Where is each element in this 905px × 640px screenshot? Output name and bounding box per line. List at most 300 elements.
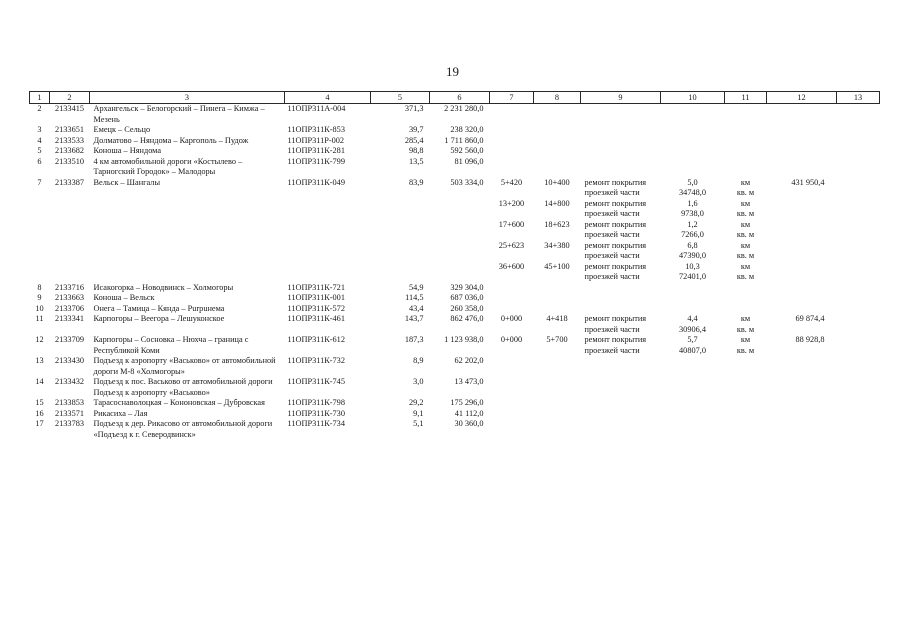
road-cost: 1 123 938,0 (444, 335, 484, 344)
empty-cell (767, 293, 837, 304)
table-row (30, 283, 880, 294)
table-row (30, 377, 880, 398)
empty-cell (30, 241, 50, 262)
empty-cell (661, 146, 725, 157)
row-number: 11 (35, 314, 44, 323)
work-unit-primary: км (740, 177, 751, 187)
road-length: 9,1 (413, 408, 424, 418)
empty-cell (767, 398, 837, 409)
empty-cell (767, 199, 837, 220)
empty-cell (767, 146, 837, 157)
empty-cell (30, 262, 50, 283)
table-row (30, 304, 880, 315)
table-row (30, 146, 880, 157)
empty-cell (725, 409, 767, 420)
road-id: 11ОПР311А-004 (287, 104, 346, 113)
empty-cell (767, 136, 837, 147)
segment-end: 45+100 (544, 261, 570, 271)
empty-cell (837, 125, 880, 136)
empty-cell (837, 304, 880, 315)
segment-row (30, 262, 880, 283)
empty-cell (661, 409, 725, 420)
empty-cell (661, 304, 725, 315)
road-name: Подъезд к аэропорту «Васьково» от автомобильной дороги М-8 «Холмогоры» (93, 356, 276, 376)
work-cost: 69 874,4 (795, 314, 825, 323)
road-id: 11ОПР311К-612 (287, 335, 345, 344)
road-id: 11ОПР311К-730 (287, 408, 345, 418)
empty-cell (581, 419, 661, 440)
work-unit-secondary: кв. м (736, 324, 755, 334)
empty-cell (430, 241, 490, 262)
work-unit-primary: км (740, 219, 751, 229)
segment-start: 0+000 (500, 335, 523, 344)
row-number: 4 (37, 135, 42, 145)
road-code: 2133387 (54, 177, 85, 187)
work-volume (661, 178, 725, 199)
empty-cell (581, 146, 661, 157)
empty-cell (490, 377, 534, 398)
empty-cell (837, 146, 880, 157)
empty-cell (285, 262, 371, 283)
road-name: Долматово – Няндома – Каргополь – Пудож (93, 135, 249, 145)
empty-cell (490, 125, 534, 136)
road-code: 2133709 (54, 335, 85, 344)
empty-cell (725, 356, 767, 377)
work-volume-secondary: 72401,0 (679, 272, 706, 281)
table-row (30, 398, 880, 409)
row-number: 16 (35, 408, 44, 418)
empty-cell (534, 377, 581, 398)
empty-cell (581, 356, 661, 377)
empty-cell (767, 157, 837, 178)
empty-cell (725, 136, 767, 147)
table-row (30, 157, 880, 178)
empty-cell (430, 220, 490, 241)
empty-cell (534, 398, 581, 409)
work-unit-primary: км (740, 261, 751, 271)
road-code: 2133341 (54, 314, 85, 323)
empty-cell (371, 241, 430, 262)
empty-cell (661, 419, 725, 440)
road-code: 2133716 (54, 282, 85, 292)
row-number: 7 (37, 177, 42, 187)
work-volume-primary: 10,3 (685, 261, 700, 271)
empty-cell (837, 220, 880, 241)
road-cost: 238 320,0 (450, 125, 484, 134)
row-number: 6 (37, 156, 42, 166)
empty-cell (90, 262, 285, 283)
road-id: 11ОПР311Р-002 (287, 135, 345, 145)
header-cell-2: 2 (50, 92, 90, 104)
empty-cell (534, 125, 581, 136)
segment-end: 18+623 (544, 219, 570, 229)
segment-end: 4+418 (546, 314, 568, 323)
road-code: 2133430 (54, 356, 85, 365)
work-unit (725, 178, 767, 199)
road-name: Исакогорка – Новодвинск – Холмогоры (93, 282, 234, 292)
empty-cell (534, 104, 581, 126)
road-id: 11ОПР311К-572 (287, 303, 345, 313)
empty-cell (90, 220, 285, 241)
empty-cell (725, 398, 767, 409)
empty-cell (490, 157, 534, 178)
empty-cell (490, 104, 534, 126)
work-unit-primary: км (740, 198, 751, 208)
road-cost: 260 358,0 (450, 303, 484, 313)
empty-cell (837, 283, 880, 294)
table-row (30, 314, 880, 335)
work-unit (725, 314, 767, 335)
work-unit (725, 220, 767, 241)
road-length: 8,9 (413, 356, 424, 365)
empty-cell (30, 199, 50, 220)
table-row (30, 356, 880, 377)
work-volume-secondary: 34748,0 (679, 188, 706, 197)
road-cost: 81 096,0 (454, 156, 484, 166)
work-type: ремонт покрытия проезжей части (584, 198, 647, 218)
header-cell-4: 4 (285, 92, 371, 104)
empty-cell (661, 283, 725, 294)
empty-cell (371, 220, 430, 241)
empty-cell (534, 293, 581, 304)
empty-cell (767, 356, 837, 377)
empty-cell (837, 136, 880, 147)
row-number: 13 (35, 356, 44, 365)
segment-row (30, 220, 880, 241)
road-length: 98,8 (408, 146, 424, 155)
empty-cell (285, 241, 371, 262)
segment-end: 34+380 (544, 240, 570, 250)
empty-cell (430, 199, 490, 220)
empty-cell (661, 398, 725, 409)
road-name: Коноша – Вельск (93, 293, 155, 302)
empty-cell (534, 136, 581, 147)
empty-cell (767, 304, 837, 315)
segment-row (30, 241, 880, 262)
empty-cell (50, 241, 90, 262)
road-name: Емецк – Сельцо (93, 125, 151, 134)
empty-cell (490, 409, 534, 420)
road-length: 114,5 (405, 293, 424, 302)
empty-cell (581, 398, 661, 409)
road-cost: 503 334,0 (450, 177, 484, 187)
work-unit (725, 335, 767, 356)
work-unit-secondary: кв. м (736, 272, 755, 281)
road-name: Коноша – Няндома (93, 146, 162, 155)
empty-cell (837, 335, 880, 356)
empty-cell (725, 125, 767, 136)
road-cost: 13 473,0 (454, 377, 484, 386)
work-unit (725, 241, 767, 262)
empty-cell (725, 283, 767, 294)
work-volume-secondary: 30906,4 (679, 324, 706, 334)
work-unit (725, 262, 767, 283)
road-name: Тарасоснаволоцкая – Кононовская – Дубровская (93, 398, 265, 407)
empty-cell (661, 104, 725, 126)
empty-cell (661, 356, 725, 377)
empty-cell (837, 262, 880, 283)
road-id: 11ОПР311К-049 (287, 177, 345, 187)
work-unit-primary: км (740, 314, 751, 323)
empty-cell (767, 241, 837, 262)
empty-cell (581, 125, 661, 136)
empty-cell (490, 419, 534, 440)
work-unit-secondary: кв. м (736, 209, 755, 218)
road-code: 2133432 (54, 377, 85, 386)
table-row (30, 419, 880, 440)
table-row (30, 178, 880, 199)
work-cost: 431 950,4 (791, 177, 825, 187)
road-length: 285,4 (404, 135, 424, 145)
empty-cell (534, 283, 581, 294)
header-cell-12: 12 (767, 92, 837, 104)
empty-cell (581, 136, 661, 147)
road-name: 4 км автомобильной дороги «Костылево – Тарногский Городок» – Малодоры (93, 156, 243, 176)
empty-cell (50, 220, 90, 241)
empty-cell (371, 262, 430, 283)
work-unit-primary: км (740, 240, 751, 250)
road-length: 83,9 (408, 177, 424, 187)
table-row (30, 136, 880, 147)
road-id: 11ОПР311К-461 (287, 314, 345, 323)
work-volume (661, 335, 725, 356)
road-id: 11ОПР311К-798 (287, 398, 345, 407)
empty-cell (490, 146, 534, 157)
road-name: Подъезд к дер. Рикасово от автомобильной дороги «Подъезд к г. Северодвинск» (93, 419, 273, 439)
segment-start: 0+000 (500, 314, 523, 323)
empty-cell (30, 220, 50, 241)
road-cost: 2 231 280,0 (444, 104, 484, 113)
row-number: 2 (37, 104, 42, 113)
work-volume-secondary: 9738,0 (681, 209, 704, 218)
road-id: 11ОПР311К-732 (287, 356, 345, 365)
empty-cell (837, 398, 880, 409)
road-name: Карпогоры – Веегора – Лешуконское (93, 314, 225, 323)
empty-cell (837, 356, 880, 377)
work-unit-secondary: кв. м (736, 230, 755, 239)
road-length: 371,3 (404, 104, 424, 113)
page-number: 19 (446, 64, 459, 79)
road-name: Архангельск – Белогорский – Пинега – Кимжа – Мезень (93, 104, 265, 124)
empty-cell (837, 419, 880, 440)
segment-end: 14+800 (544, 198, 570, 208)
row-number: 8 (37, 282, 42, 292)
work-unit-secondary: кв. м (736, 251, 755, 260)
road-length: 143,7 (404, 314, 424, 323)
empty-cell (837, 241, 880, 262)
work-unit (725, 199, 767, 220)
work-unit-primary: км (740, 335, 751, 344)
work-type: ремонт покрытия проезжей части (584, 240, 647, 260)
work-volume-primary: 4,4 (687, 314, 698, 323)
empty-cell (725, 293, 767, 304)
road-cost: 1 711 860,0 (444, 135, 484, 145)
table-row (30, 293, 880, 304)
road-length: 54,9 (408, 282, 424, 292)
empty-cell (767, 220, 837, 241)
work-volume-secondary: 40807,0 (679, 345, 706, 355)
empty-cell (581, 293, 661, 304)
header-cell-5: 5 (371, 92, 430, 104)
work-volume-primary: 1,2 (687, 219, 698, 229)
road-cost: 329 304,0 (450, 282, 484, 292)
empty-cell (767, 419, 837, 440)
work-volume (661, 241, 725, 262)
work-type: ремонт покрытия проезжей части (584, 335, 647, 355)
work-unit-secondary: кв. м (736, 345, 755, 355)
empty-cell (661, 293, 725, 304)
empty-cell (490, 398, 534, 409)
road-name: Онега – Тамица – Кянда – Purpuнема (93, 303, 225, 313)
road-id: 11ОПР311К-853 (287, 125, 345, 134)
row-number: 17 (35, 419, 44, 428)
empty-cell (837, 104, 880, 126)
road-length: 3,0 (413, 377, 424, 386)
work-cost: 88 928,8 (795, 335, 825, 344)
work-volume-secondary: 7266,0 (681, 230, 704, 239)
road-id: 11ОПР311К-745 (287, 377, 345, 386)
row-number: 14 (35, 377, 44, 386)
empty-cell (767, 125, 837, 136)
empty-cell (767, 262, 837, 283)
empty-cell (725, 146, 767, 157)
road-code: 2133651 (54, 125, 85, 134)
empty-cell (661, 157, 725, 178)
work-volume (661, 199, 725, 220)
empty-cell (725, 377, 767, 398)
road-id: 11ОПР311К-721 (287, 282, 345, 292)
empty-cell (837, 377, 880, 398)
empty-cell (534, 304, 581, 315)
empty-cell (50, 262, 90, 283)
work-type: ремонт покрытия проезжей части (584, 219, 647, 239)
road-code: 2133853 (54, 398, 85, 407)
empty-cell (661, 377, 725, 398)
header-cell-11: 11 (725, 92, 767, 104)
header-cell-8: 8 (534, 92, 581, 104)
road-name: Карпогоры – Сосновка – Нюхча – граница с Республикой Коми (93, 335, 249, 355)
empty-cell (90, 199, 285, 220)
road-length: 13,5 (408, 156, 424, 166)
header-cell-13: 13 (837, 92, 880, 104)
empty-cell (661, 125, 725, 136)
work-volume-secondary: 47390,0 (679, 251, 706, 260)
road-cost: 687 036,0 (450, 293, 484, 302)
road-length: 187,3 (404, 335, 424, 344)
empty-cell (534, 356, 581, 377)
work-volume-primary: 5,0 (687, 177, 698, 187)
segment-start: 25+623 (498, 240, 525, 250)
empty-cell (767, 283, 837, 294)
empty-cell (581, 377, 661, 398)
road-id: 11ОПР311К-001 (287, 293, 345, 302)
road-code: 2133533 (54, 135, 85, 145)
road-cost: 62 202,0 (454, 356, 484, 365)
header-cell-9: 9 (581, 92, 661, 104)
road-name: Рикасиха – Лая (93, 408, 148, 418)
empty-cell (767, 409, 837, 420)
road-length: 43,4 (408, 303, 424, 313)
work-volume-primary: 5,7 (687, 335, 698, 344)
table-header-row (30, 92, 880, 104)
empty-cell (837, 314, 880, 335)
segment-start: 36+600 (498, 261, 525, 271)
header-cell-6: 6 (430, 92, 490, 104)
empty-cell (50, 199, 90, 220)
row-number: 5 (37, 146, 42, 155)
road-code: 2133783 (54, 419, 85, 428)
empty-cell (285, 199, 371, 220)
empty-cell (371, 199, 430, 220)
empty-cell (490, 283, 534, 294)
table-row (30, 125, 880, 136)
header-cell-1: 1 (30, 92, 50, 104)
segment-end: 10+400 (544, 177, 570, 187)
empty-cell (581, 104, 661, 126)
header-cell-7: 7 (490, 92, 534, 104)
row-number: 10 (35, 303, 44, 313)
road-code: 2133571 (54, 408, 85, 418)
road-cost: 175 296,0 (450, 398, 484, 407)
work-volume-primary: 6,8 (687, 240, 698, 250)
road-code: 2133663 (54, 293, 85, 302)
empty-cell (534, 409, 581, 420)
road-code: 2133510 (54, 156, 85, 166)
road-id: 11ОПР311К-799 (287, 156, 345, 166)
empty-cell (725, 419, 767, 440)
road-cost: 592 560,0 (450, 146, 484, 155)
road-length: 5,1 (413, 419, 424, 428)
work-volume (661, 220, 725, 241)
segment-row (30, 199, 880, 220)
empty-cell (725, 157, 767, 178)
work-type: ремонт покрытия проезжей части (584, 314, 647, 334)
road-code: 2133706 (54, 303, 85, 313)
empty-cell (837, 157, 880, 178)
header-cell-3: 3 (90, 92, 285, 104)
row-number: 3 (37, 125, 42, 134)
empty-cell (90, 241, 285, 262)
empty-cell (490, 136, 534, 147)
empty-cell (837, 409, 880, 420)
road-id: 11ОПР311К-281 (287, 146, 345, 155)
empty-cell (490, 356, 534, 377)
empty-cell (581, 157, 661, 178)
table-body (30, 104, 880, 441)
empty-cell (430, 262, 490, 283)
empty-cell (837, 199, 880, 220)
segment-start: 5+420 (500, 177, 523, 187)
work-volume (661, 262, 725, 283)
table-row (30, 409, 880, 420)
empty-cell (534, 419, 581, 440)
work-volume-primary: 1,6 (687, 198, 698, 208)
work-volume (661, 314, 725, 335)
empty-cell (767, 377, 837, 398)
road-cost: 30 360,0 (454, 419, 484, 428)
row-number: 15 (35, 398, 44, 407)
road-code: 2133682 (54, 146, 85, 155)
segment-start: 17+600 (498, 219, 525, 229)
row-number: 12 (35, 335, 44, 344)
empty-cell (837, 178, 880, 199)
road-name: Вельск – Шангалы (93, 177, 161, 187)
road-length: 39,7 (408, 125, 424, 134)
empty-cell (725, 304, 767, 315)
header-cell-10: 10 (661, 92, 725, 104)
empty-cell (661, 136, 725, 147)
empty-cell (725, 104, 767, 126)
